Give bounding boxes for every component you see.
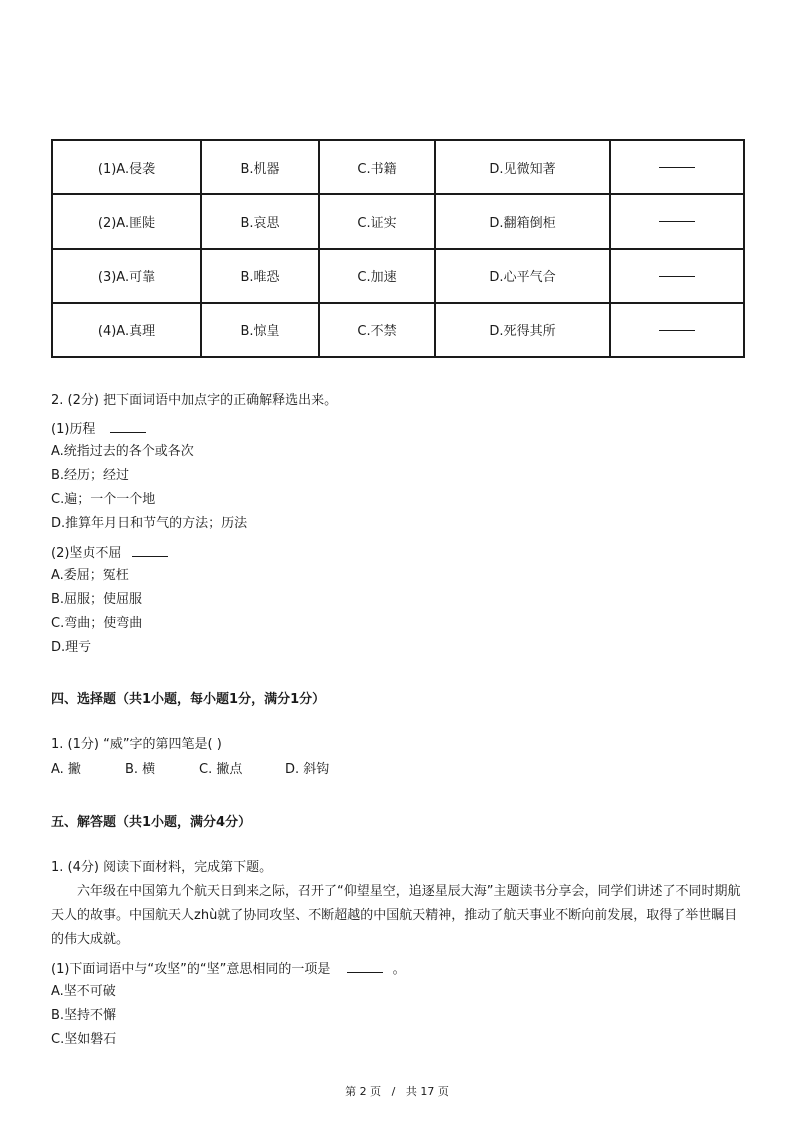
option-a-cell: (4)A.真理 [52, 303, 201, 357]
answer-blank[interactable] [659, 220, 695, 222]
answer-blank[interactable] [132, 544, 168, 557]
option-b-cell: B.机器 [201, 140, 319, 194]
choice-options [51, 762, 329, 778]
table-row [52, 303, 744, 357]
choice-b[interactable]: B. 横 [125, 762, 156, 777]
option-b-cell: B.哀思 [201, 194, 319, 248]
sub1-stem: (1)下面词语中与“攻坚”的“坚”意思相同的一项是 [51, 962, 331, 977]
option-d: D.推算年月日和节气的方法；历法 [51, 516, 248, 531]
answer-blank-cell[interactable] [610, 140, 744, 194]
answer-blank[interactable] [659, 166, 695, 168]
answer-blank-cell[interactable] [610, 249, 744, 303]
table-row [52, 140, 744, 194]
sub1-stem: (1)历程 [51, 422, 96, 437]
answer-blank-cell[interactable] [610, 303, 744, 357]
option-a: A.统指过去的各个或各次 [51, 444, 194, 459]
option-c: C.弯曲；使弯曲 [51, 616, 143, 631]
answer-blank-cell[interactable] [610, 194, 744, 248]
question-2-sub2 [51, 544, 168, 562]
section-5-question: 1. (4分) 阅读下面材料，完成第下题。 [51, 860, 273, 875]
section-4-question: 1. (1分) “威”字的第四笔是( ) [51, 737, 222, 752]
sub1-end: 。 [392, 962, 406, 977]
option-c-cell: C.证实 [319, 194, 435, 248]
option-a-cell: (1)A.侵袭 [52, 140, 201, 194]
reading-passage: 六年级在中国第九个航天日到来之际，召开了“仰望星空，追逐星辰大海”主题读书分享会，同学们讲述了不同时期航天人的故事。中国航天人zhù就了协同攻坚、不断超越的中国航天精神，推动了航天事业不断向前发展，取得了举世瞩目的伟大成就。 [51, 884, 741, 947]
option-c: C.坚如磐石 [51, 1032, 117, 1047]
option-b: B.经历；经过 [51, 468, 130, 483]
option-b-cell: B.唯恐 [201, 249, 319, 303]
question-2-sub1 [51, 420, 146, 438]
section-5-sub1 [51, 960, 406, 978]
answer-blank[interactable] [110, 420, 146, 433]
option-d-cell: D.死得其所 [435, 303, 610, 357]
answer-blank[interactable] [659, 275, 695, 277]
option-d-cell: D.翻箱倒柜 [435, 194, 610, 248]
sub2-stem: (2)坚贞不屈 [51, 546, 122, 561]
choice-a[interactable]: A. 撇 [51, 762, 81, 777]
option-c-cell: C.书籍 [319, 140, 435, 194]
option-d-cell: D.见微知著 [435, 140, 610, 194]
option-a: A.委屈；冤枉 [51, 568, 129, 583]
option-d: D.理亏 [51, 640, 92, 655]
section-5-heading: 五、解答题（共1小题，满分4分） [51, 815, 252, 830]
word-choice-table [51, 139, 745, 358]
option-a: A.坚不可破 [51, 984, 116, 999]
option-b-cell: B.惊皇 [201, 303, 319, 357]
option-a-cell: (2)A.匪陡 [52, 194, 201, 248]
table-row [52, 194, 744, 248]
option-c-cell: C.加速 [319, 249, 435, 303]
choice-d[interactable]: D. 斜钩 [285, 762, 330, 777]
option-a-cell: (3)A.可靠 [52, 249, 201, 303]
choice-c[interactable]: C. 撇点 [199, 762, 243, 777]
page-number: 第 2 页 / 共 17 页 [345, 1085, 449, 1098]
option-b: B.坚持不懈 [51, 1008, 117, 1023]
option-c: C.遍；一个一个地 [51, 492, 156, 507]
question-2-title: 2. (2分) 把下面词语中加点字的正确解释选出来。 [51, 393, 338, 408]
table-row [52, 249, 744, 303]
answer-blank[interactable] [659, 329, 695, 331]
answer-blank[interactable] [347, 960, 383, 973]
option-c-cell: C.不禁 [319, 303, 435, 357]
option-b: B.屈服；使屈服 [51, 592, 143, 607]
option-d-cell: D.心平气合 [435, 249, 610, 303]
section-4-heading: 四、选择题（共1小题，每小题1分，满分1分） [51, 692, 326, 707]
